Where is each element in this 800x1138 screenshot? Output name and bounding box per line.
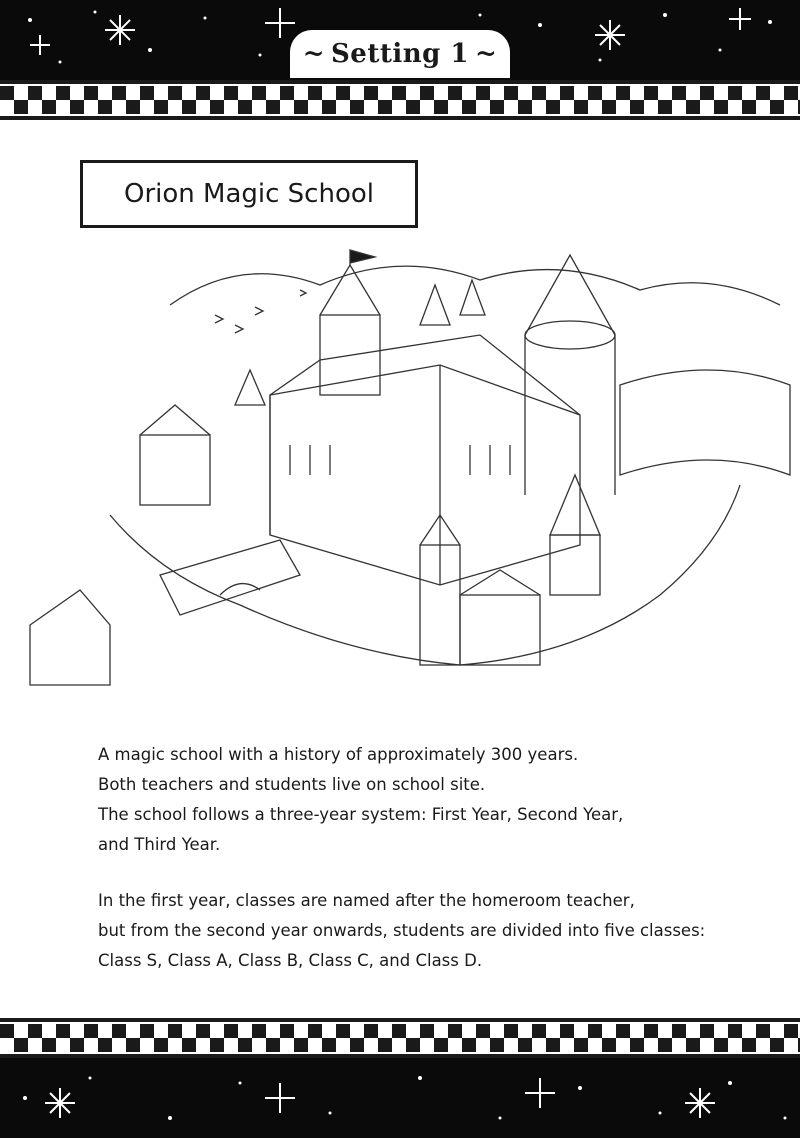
text-line: The school follows a three-year system: First Year, Second Year, — [98, 805, 624, 824]
text-line: but from the second year onwards, students are divided into five classes: — [98, 921, 706, 940]
bottom-star-band — [0, 1058, 800, 1138]
text-line: Class S, Class A, Class B, Class C, and Class D. — [98, 951, 483, 970]
text-line: In the first year, classes are named after the homeroom teacher, — [98, 891, 635, 910]
section-title-box — [80, 160, 418, 228]
tilde-right-icon: ~ — [474, 39, 498, 69]
top-star-band — [0, 0, 800, 80]
tilde-left-icon: ~ — [302, 39, 326, 69]
bottom-checker-border — [0, 1018, 800, 1058]
stars-decoration — [0, 1058, 800, 1138]
page-title: Setting 1 — [331, 39, 469, 69]
text-line: and Third Year. — [98, 835, 221, 854]
castle-school-illustration — [20, 245, 800, 715]
section-title: Orion Magic School — [124, 179, 374, 209]
description-text — [98, 740, 778, 976]
header-title-tab — [290, 30, 510, 78]
top-checker-border — [0, 80, 800, 120]
text-line: Both teachers and students live on school site. — [98, 775, 486, 794]
text-line: A magic school with a history of approximately 300 years. — [98, 745, 579, 764]
